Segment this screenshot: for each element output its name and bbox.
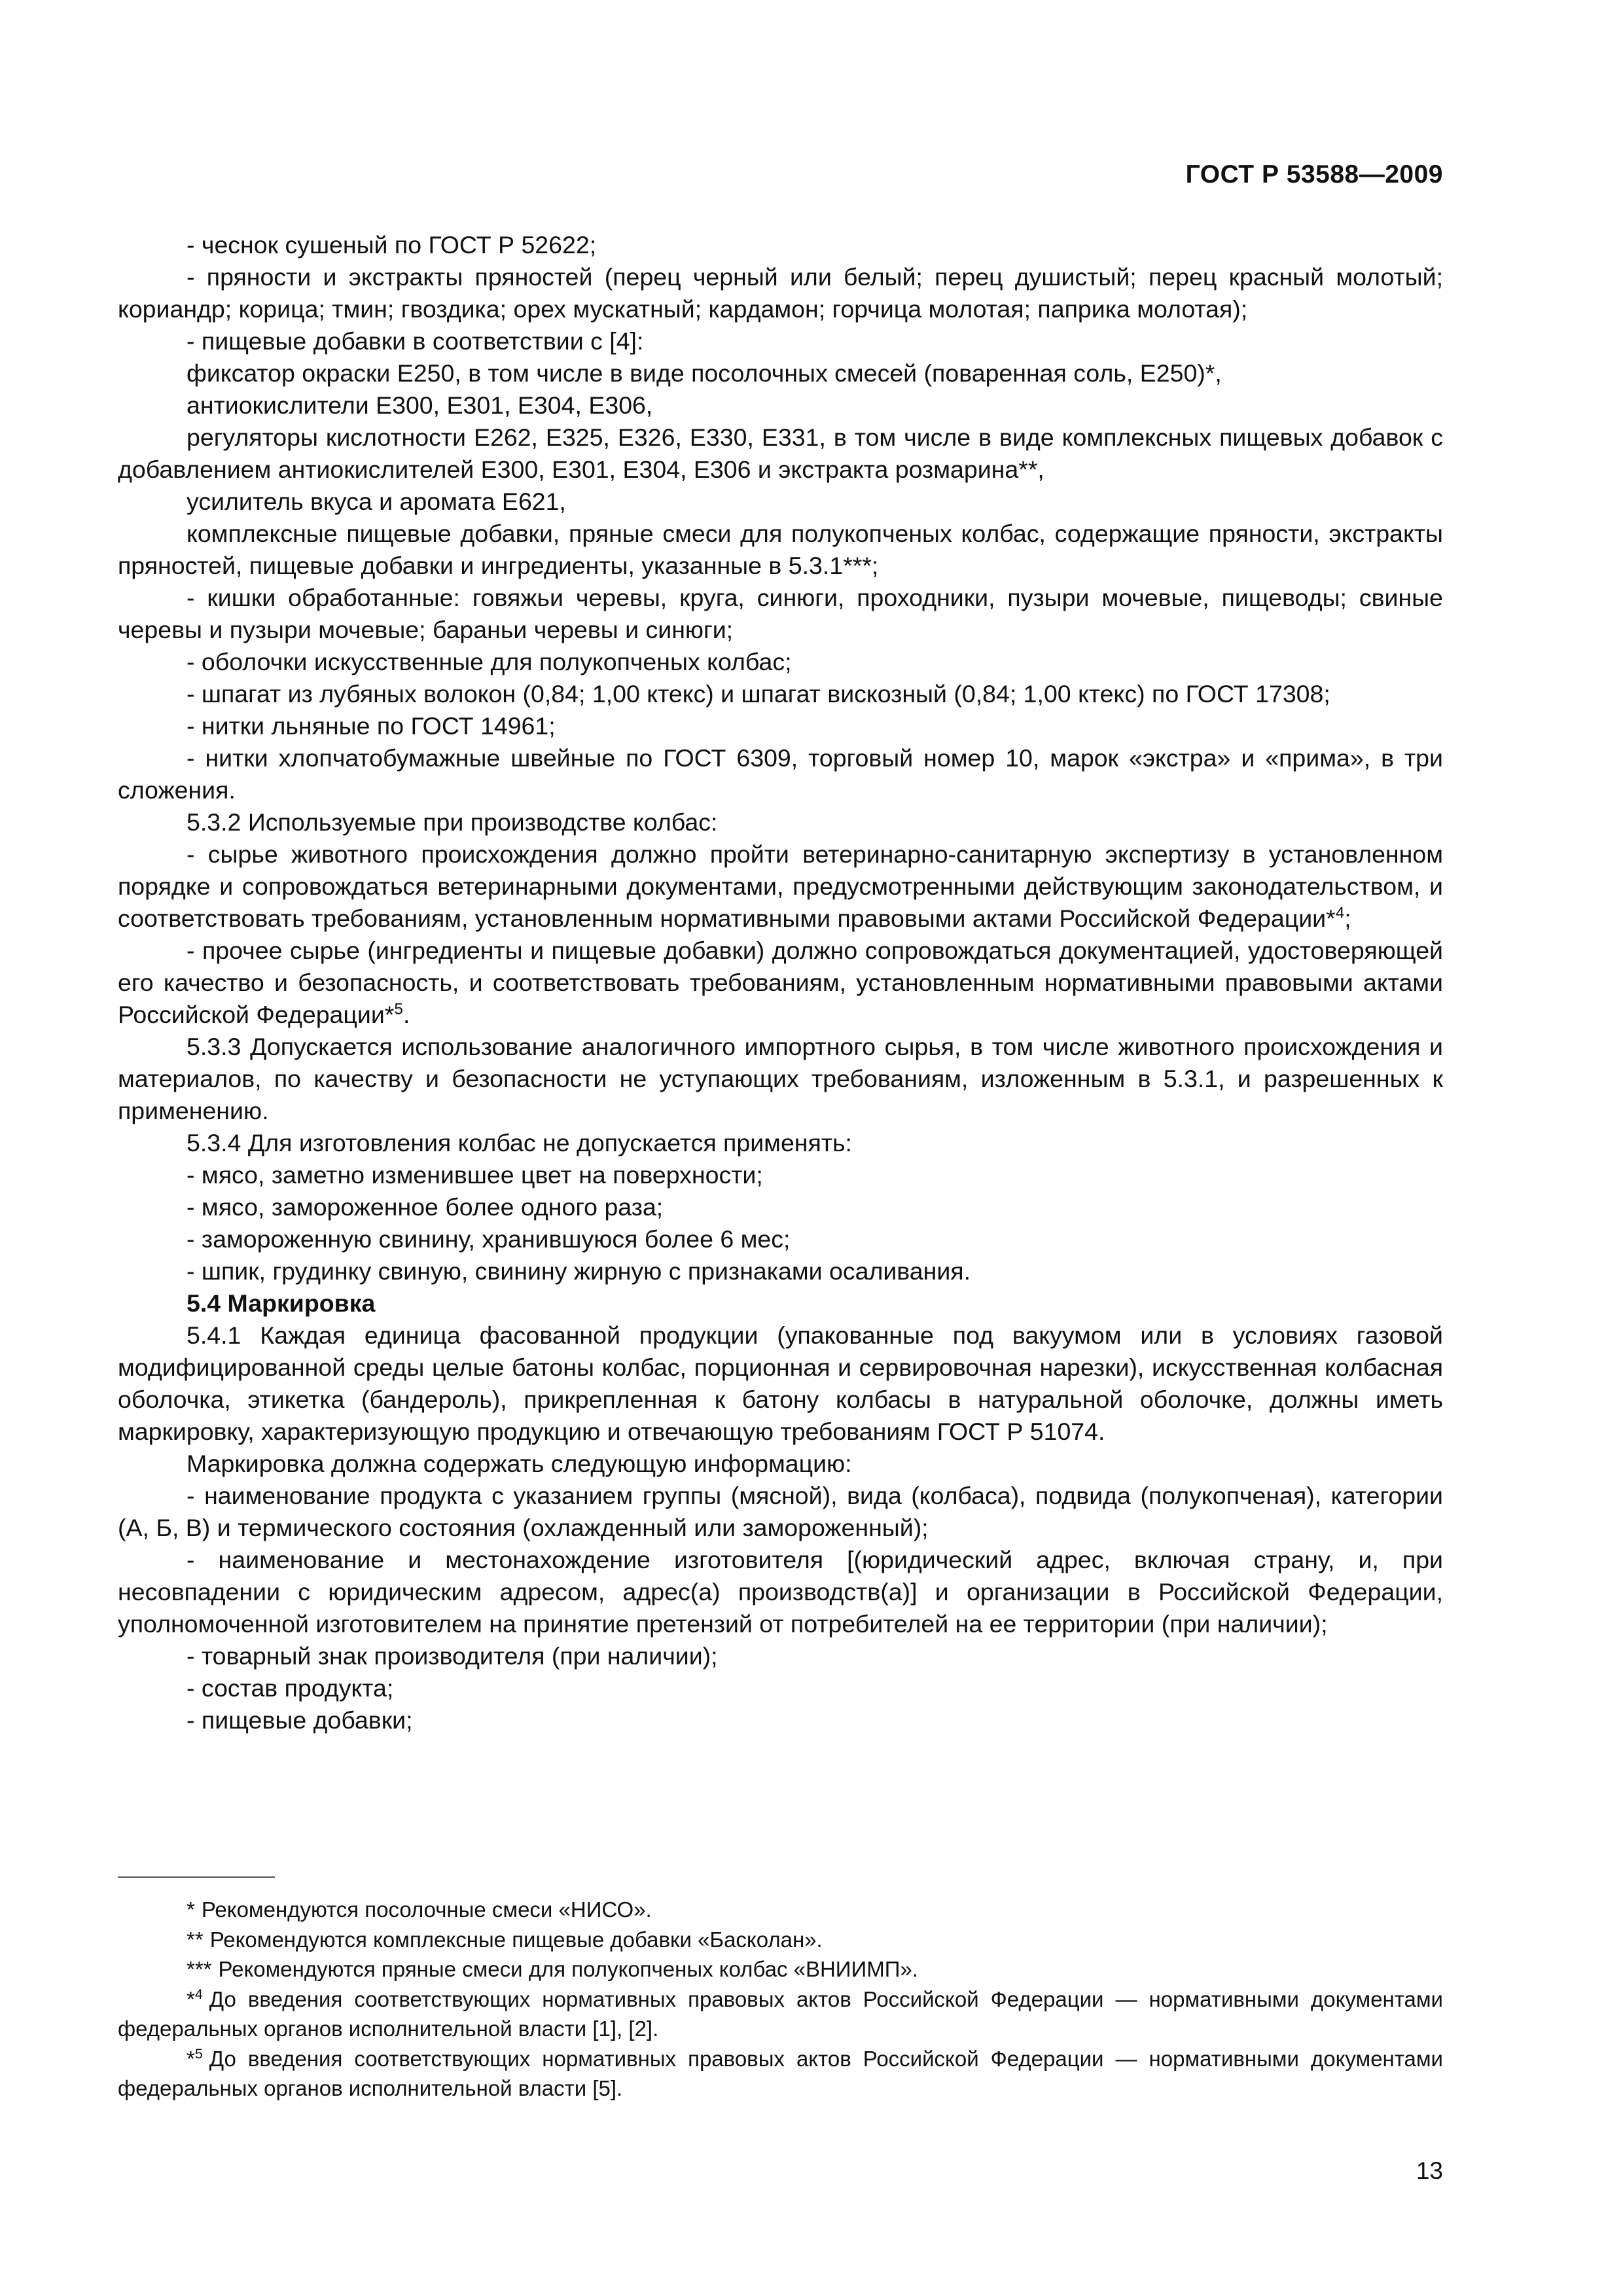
footnote: ** Рекомендуются комплексные пищевые добавки «Басколан». xyxy=(187,1927,823,1952)
list-item: - пряности и экстракты пряностей (перец черный или белый; перец душистый; перец красный молотый; кориандр; корица; тмин; гвоздика; орех мускатный; кардамон; горчица молотая; паприка молотая); xyxy=(118,263,1443,323)
list-item: - пищевые добавки; xyxy=(187,1706,413,1734)
footnote-ref: 4 xyxy=(1335,904,1345,922)
list-item: - нитки хлопчатобумажные швейные по ГОСТ 6309, торговый номер 10, марок «экстра» и «прима», в три сложения. xyxy=(118,744,1443,804)
list-item: - оболочки искусственные для полукопченых колбас; xyxy=(187,648,792,675)
section-heading: 5.4 Маркировка xyxy=(187,1289,376,1317)
list-item: - мясо, замороженное более одного раза; xyxy=(187,1193,664,1221)
paragraph: антиокислители Е300, Е301, Е304, Е306, xyxy=(187,391,653,419)
footnote-separator xyxy=(118,1876,275,1878)
list-item: - сырье животного происхождения должно пройти ветеринарно-санитарную экспертизу в установленном порядке и сопровождаться ветеринарными документами, предусмотренными действующим законодательством, и соответствовать требованиям, установленным нормативными правовыми актами Российской Федерации*$^4$; xyxy=(118,840,1443,932)
list-item: - прочее сырье (ингредиенты и пищевые добавки) должно сопровождаться документацией, удостоверяющей его качество и безопасность, и соответствовать требованиям, установленным нормативными правовыми актами Российской Федерации*$^5$. xyxy=(118,937,1443,1028)
footnote: *** Рекомендуются пряные смеси для полукопченых колбас «ВНИИМП». xyxy=(187,1957,918,1981)
list-item: - чеснок сушеный по ГОСТ Р 52622; xyxy=(187,231,597,259)
list-item: - шпагат из лубяных волокон (0,84; 1,00 ктекс) и шпагат вискозный (0,84; 1,00 ктекс) по ГОСТ 17308; xyxy=(187,680,1330,708)
list-item: - товарный знак производителя (при наличии); xyxy=(187,1642,718,1670)
footnote-mark: *$^5$ xyxy=(187,2045,203,2071)
list-item: - замороженную свинину, хранившуюся более 6 мес; xyxy=(187,1225,791,1253)
paragraph: фиксатор окраски Е250, в том числе в виде посолочных смесей (поваренная соль, Е250)*, xyxy=(187,359,1222,387)
footnote-mark: ** xyxy=(187,1927,204,1952)
list-item: - состав продукта; xyxy=(187,1674,394,1702)
list-item: - кишки обработанные: говяжьи черевы, круга, синюги, проходники, пузыри мочевые, пищеводы; свиные черевы и пузыри мочевые; бараньи черевы и синюги; xyxy=(118,584,1443,643)
footnote-mark: * xyxy=(187,1897,195,1922)
document-page xyxy=(118,0,1443,2296)
paragraph: усилитель вкуса и аромата Е621, xyxy=(187,488,566,515)
paragraph: регуляторы кислотности Е262, Е325, Е326, Е330, Е331, в том числе в виде комплексных пищевых добавок с добавлением антиокислителей Е300, Е301, Е304, Е306 и экстракта розмарина**, xyxy=(118,423,1443,483)
footnote-mark: *$^4$ xyxy=(187,1986,203,2011)
paragraph: Маркировка должна содержать следующую информацию: xyxy=(187,1450,852,1477)
list-item: - нитки льняные по ГОСТ 14961; xyxy=(187,712,556,740)
list-item: - шпик, грудинку свиную, свинину жирную с признаками осаливания. xyxy=(187,1257,971,1285)
list-item: - наименование продукта с указанием группы (мясной), вида (колбаса), подвида (полукопченая), категории (А, Б, В) и термического состояния (охлажденный или замороженный); xyxy=(118,1482,1443,1541)
footnote-mark: *** xyxy=(187,1957,212,1981)
list-item: - пищевые добавки в соответствии с [4]: xyxy=(187,327,644,355)
list-item: - мясо, заметно изменившее цвет на поверхности; xyxy=(187,1161,763,1189)
clause-paragraph: 5.3.3 Допускается использование аналогичного импортного сырья, в том числе животного происхождения и материалов, по качеству и безопасности не уступающих требованиям, изложенным в 5.3.1, и разрешенных к применению. xyxy=(118,1033,1443,1124)
body-text xyxy=(118,229,1443,1736)
footnotes xyxy=(118,1895,1443,2104)
clause-paragraph: 5.3.2 Используемые при производстве колбас: xyxy=(187,808,718,836)
footnote-ref: 5 xyxy=(394,1000,403,1018)
clause-paragraph: 5.3.4 Для изготовления колбас не допускается применять: xyxy=(187,1129,852,1157)
page-number: 13 xyxy=(1416,2157,1443,2184)
footnote: *$^4$ До введения соответствующих нормативных правовых актов Российской Федерации — нормативными документами федеральных органов исполнительной власти [1], [2]. xyxy=(118,1986,1443,2041)
footnote: *$^5$ До введения соответствующих нормативных правовых актов Российской Федерации — нормативными документами федеральных органов исполнительной власти [5]. xyxy=(118,2045,1443,2100)
footnote: * Рекомендуются посолочные смеси «НИСО». xyxy=(187,1897,652,1922)
paragraph: комплексные пищевые добавки, пряные смеси для полукопченых колбас, содержащие пряности, экстракты пряностей, пищевые добавки и ингредиенты, указанные в 5.3.1***; xyxy=(118,520,1443,579)
clause-paragraph: 5.4.1 Каждая единица фасованной продукции (упакованные под вакуумом или в условиях газовой модифицированной среды целые батоны колбас, порционная и сервировочная нарезки), искусственная колбасная оболочка, этикетка (бандероль), прикрепленная к батону колбасы в натуральной оболочке, должны иметь маркировку, характеризующую продукцию и отвечающую требованиям ГОСТ Р 51074. xyxy=(118,1321,1443,1445)
list-item: - наименование и местонахождение изготовителя [(юридический адрес, включая страну, и, при несовпадении с юридическим адресом, адрес(а) производств(а)] и организации в Российской Федерации, уполномоченной изготовителем на принятие претензий от потребителей на ее территории (при наличии); xyxy=(118,1546,1443,1638)
standard-code-header: ГОСТ Р 53588—2009 xyxy=(1185,160,1443,188)
